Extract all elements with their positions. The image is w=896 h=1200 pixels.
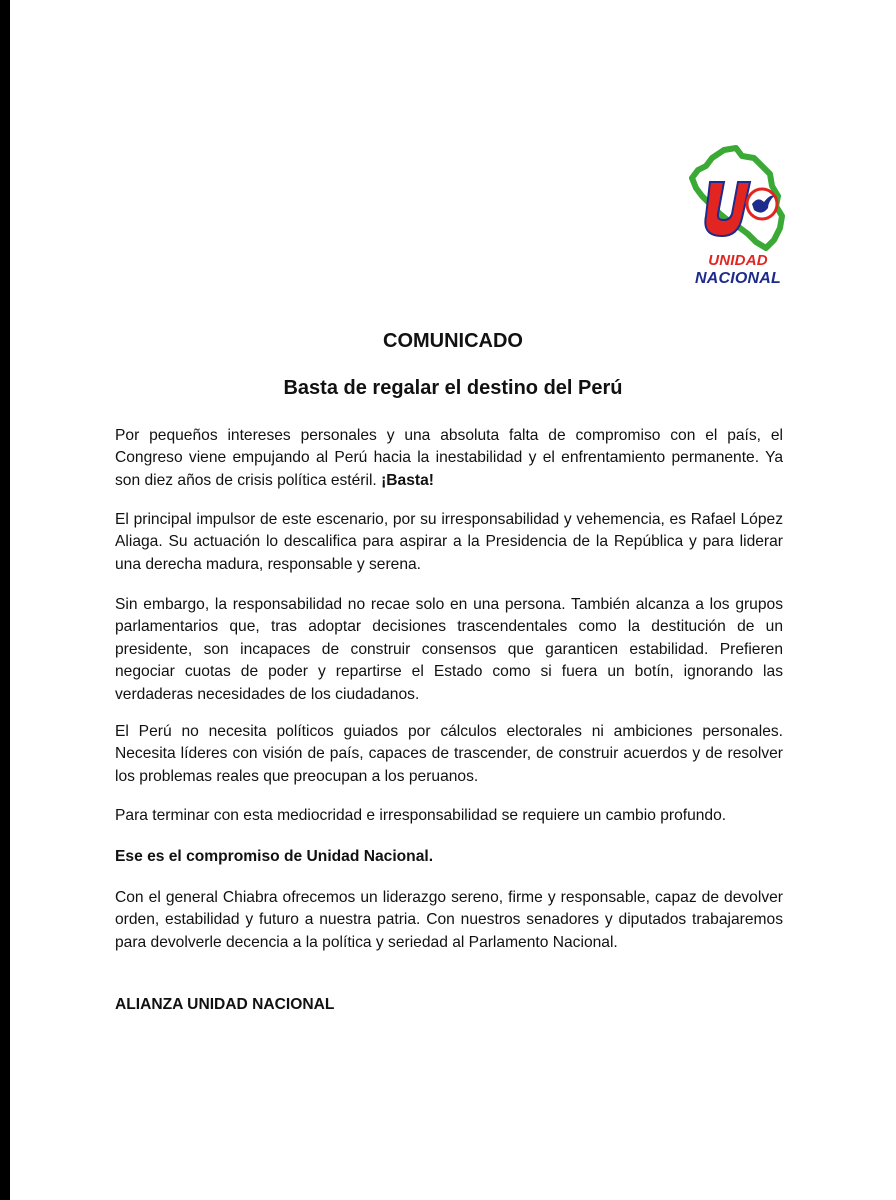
paragraph-5: Para terminar con esta mediocridad e irresponsabilidad se requiere un cambio profundo. <box>115 807 727 824</box>
left-black-border <box>0 0 10 1200</box>
unidad-nacional-logo <box>684 144 792 290</box>
paragraph-4: El Perú no necesita políticos guiados por cálculos electorales ni ambiciones personales. Necesita líderes con visión de país, capaces de trascender, de construir acuerdos y de resolver los problemas reales que preocupan a los peruanos. <box>115 723 783 785</box>
logo-text-unidad: UNIDAD <box>708 252 768 269</box>
document-subtitle: Basta de regalar el destino del Perú <box>283 377 623 399</box>
logo-text-nacional: NACIONAL <box>694 270 782 287</box>
paragraph-7: Con el general Chiabra ofrecemos un liderazgo sereno, firme y responsable, capaz de devolver orden, estabilidad y futuro a nuestra patria. Con nuestros senadores y diputados trabajaremos para devolverle decencia a la política y seriedad al Parlamento Nacional. <box>115 889 783 951</box>
paragraph-6-commitment: Ese es el compromiso de Unidad Nacional. <box>115 848 434 865</box>
paragraph-1-text: Por pequeños intereses personales y una absoluta falta de compromiso con el país, el Congreso viene empujando al Perú hacia la inestabilidad y el enfrentamiento permanente. Ya son diez años de crisis política estéril. <box>115 427 783 489</box>
signature: ALIANZA UNIDAD NACIONAL <box>115 996 335 1013</box>
document-title: COMUNICADO <box>383 330 523 352</box>
peru-map-emblem-icon <box>684 144 792 252</box>
paragraph-1 <box>115 425 783 492</box>
paragraph-1-bold: ¡Basta! <box>381 471 434 489</box>
paragraph-2: El principal impulsor de este escenario, por su irresponsabilidad y vehemencia, es Rafael López Aliaga. Su actuación lo descalifica para aspirar a la Presidencia de la República y para liderar una derecha madura, responsable y serena. <box>115 511 783 573</box>
paragraph-3: Sin embargo, la responsabilidad no recae solo en una persona. También alcanza a los grupos parlamentarios que, tras adoptar decisiones trascendentales como la destitución de un presidente, son incapaces de construir consensos que garanticen estabilidad. Prefieren negociar cuotas de poder y repartirse el Estado como si fuera un botín, ignorando las verdaderas necesidades de los ciudadanos. <box>115 596 783 703</box>
